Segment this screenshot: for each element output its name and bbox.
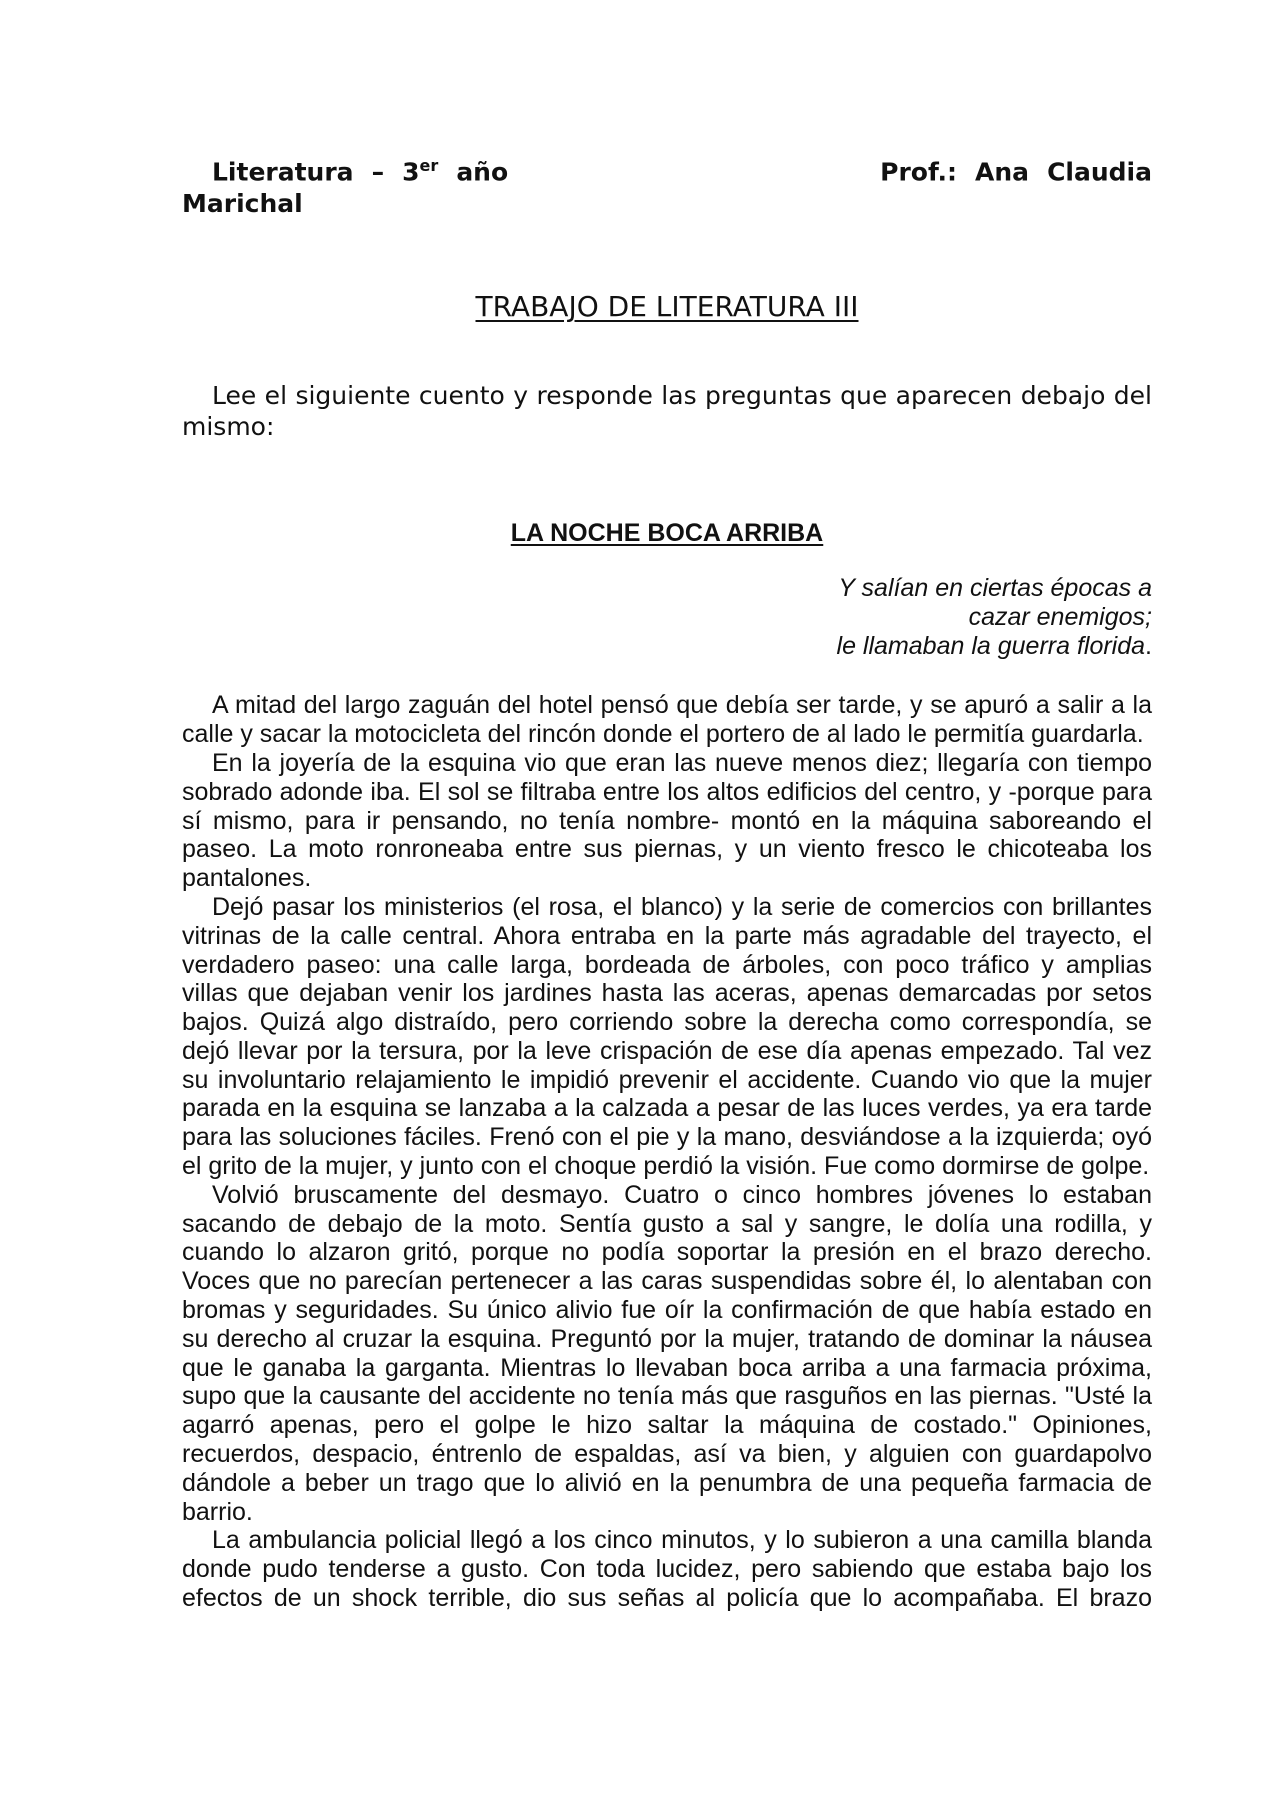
header-superscript: er xyxy=(419,156,439,175)
header-professor: Prof.: Ana Claudia Marichal xyxy=(182,157,1152,219)
epigraph-line-3 xyxy=(182,632,1152,661)
intro-instructions: Lee el siguiente cuento y responde las preguntas que aparecen debajo del mismo: xyxy=(182,381,1152,442)
epigraph-line-2: cazar enemigos; xyxy=(968,603,1152,632)
story-paragraph: A mitad del largo zaguán del hotel pensó que debía ser tarde, y se apuró a salir a la calle y sacar la motocicleta del rincón donde el portero de al lado le permitía guardarla. xyxy=(182,691,1152,749)
story-paragraph: La ambulancia policial llegó a los cinco minutos, y lo subieron a una camilla blanda donde pudo tenderse a gusto. Con toda lucidez, pero sabiendo que estaba bajo los efectos de un shock terrible, dio sus señas al policía que lo acompañaba. El brazo xyxy=(182,1526,1152,1613)
story-paragraph: En la joyería de la esquina vio que eran las nueve menos diez; llegaría con tiempo sobrado adonde iba. El sol se filtraba entre los altos edificios del centro, y -porque para sí mismo, para ir pensando, no tenía nombre- montó en la máquina saboreando el paseo. La moto ronroneaba entre sus piernas, y un viento fresco le chicoteaba los pantalones. xyxy=(182,748,1152,893)
header-year: año xyxy=(456,157,509,187)
epigraph xyxy=(182,574,1152,661)
epigraph-line-3-text: le llamaban la guerra florida xyxy=(836,632,1146,661)
document-header xyxy=(182,150,1152,220)
page-title: TRABAJO DE LITERATURA III xyxy=(475,290,859,324)
story-paragraph: Dejó pasar los ministerios (el rosa, el blanco) y la serie de comercios con brillantes vitrinas de la calle central. Ahora entraba en la parte más agradable del trayecto, el verdadero paseo: una calle larga, bordeada de árboles, con poco tráfico y amplias villas que dejaban venir los jardines hasta las aceras, apenas demarcadas por setos bajos. Quizá algo distraído, pero corriendo sobre la derecha como correspondía, se dejó llevar por la tersura, por la leve crispación de ese día apenas empezado. Tal vez su involuntario relajamiento le impidió prevenir el accidente. Cuando vio que la mujer parada en la esquina se lanzaba a la calzada a pesar de las luces verdes, ya era tarde para las soluciones fáciles. Frenó con el pie y la mano, desviándose a la izquierda; oyó el grito de la mujer, y junto con el choque perdió la visión. Fue como dormirse de golpe. xyxy=(182,892,1152,1181)
story-body xyxy=(182,691,1152,1613)
story-paragraph: Volvió bruscamente del desmayo. Cuatro o cinco hombres jóvenes lo estaban sacando de debajo de la moto. Sentía gusto a sal y sangre, le dolía una rodilla, y cuando lo alzaron gritó, porque no podía soportar la presión en el brazo derecho. Voces que no parecían pertenecer a las caras suspendidas sobre él, lo alentaban con bromas y seguridades. Su único alivio fue oír la confirmación de que había estado en su derecho al cruzar la esquina. Preguntó por la mujer, tratando de dominar la náusea que le ganaba la garganta. Mientras lo llevaban boca arriba a una farmacia próxima, supo que la causante del accidente no tenía más que rasguños en las piernas. "Usté la agarró apenas, pero el golpe le hizo saltar la máquina de costado." Opiniones, recuerdos, despacio, éntrenlo de espaldas, así va bien, y alguien con guardapolvo dándole a beber un trago que lo alivió en la penumbra de una pequeña farmacia de barrio. xyxy=(182,1180,1152,1526)
document-page xyxy=(182,150,1152,1613)
epigraph-line-1: Y salían en ciertas épocas a xyxy=(838,574,1152,603)
header-subject: Literatura – 3 xyxy=(212,157,420,187)
story-title: LA NOCHE BOCA ARRIBA xyxy=(510,519,824,548)
epigraph-period: . xyxy=(1145,632,1152,661)
